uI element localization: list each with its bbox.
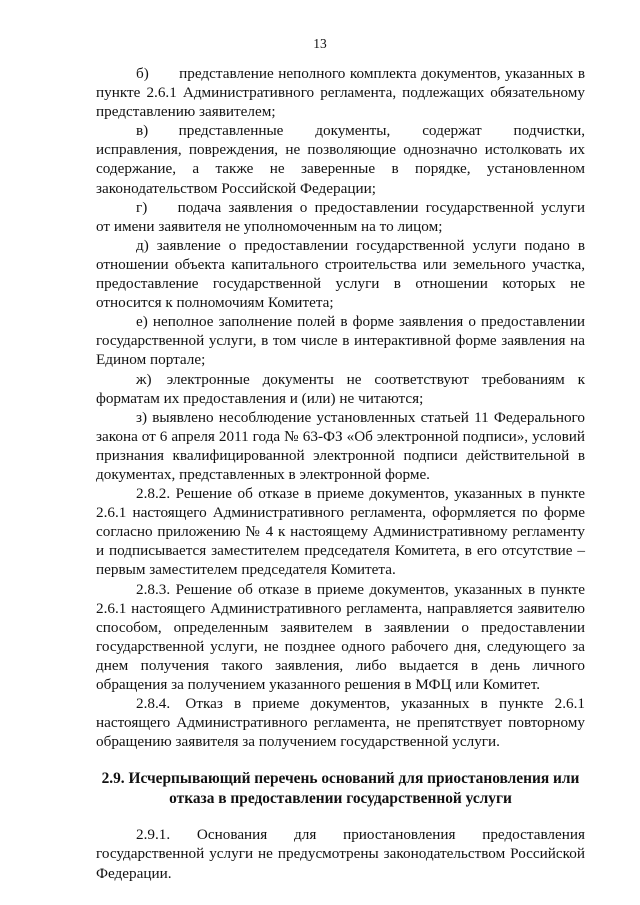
- paragraph-2-8-2: 2.8.2. Решение об отказе в приеме документов, указанных в пункте 2.6.1 настоящего Административного регламента, оформляется по форме согласно приложению № 4 к настоящему Административному регламенту и подписывается заместителем председателя Комитета, в его отсутствие – первым заместителем председателя Комитета.: [96, 485, 585, 579]
- paragraph-d: д) заявление о предоставлении государственной услуги подано в отношении объекта капитального строительства или земельного участка, предоставление государственной услуги в отношении которых не относится к полномочиям Комитета;: [96, 236, 585, 312]
- page-number: 13: [313, 36, 327, 51]
- paragraph-z: з) выявлено несоблюдение установленных статьей 11 Федерального закона от 6 апреля 2011 года № 63-ФЗ «Об электронной подписи», условий признания квалифицированной электронной подписи действительной в документах, представленных в электронной форме.: [96, 408, 585, 483]
- paragraph-b: б) представление неполного комплекта документов, указанных в пункте 2.6.1 Административного регламента, подлежащих обязательному представлению заявителем;: [96, 65, 585, 121]
- paragraph-2-9-1: 2.9.1. Основания для приостановления предоставления государственной услуги не предусмотрены законодательством Российской Федерации.: [96, 826, 585, 882]
- document-body: [96, 64, 585, 883]
- section-heading: 2.9. Исчерпывающий перечень оснований для приостановления или отказа в предоставлении государственной услуги: [101, 770, 580, 807]
- paragraph-2-8-4: 2.8.4. Отказ в приеме документов, указанных в пункте 2.6.1 настоящего Административного регламента, не препятствует повторному обращению заявителя за получением государственной услуги.: [96, 695, 585, 751]
- paragraph-2-8-3: 2.8.3. Решение об отказе в приеме документов, указанных в пункте 2.6.1 настоящего Административного регламента, направляется заявителю способом, определенным заявителем в заявлении о предоставлении государственной услуги, не позднее одного рабочего дня, следующего за днем получения такого заявления, либо выдается в день личного обращения за получением указанного решения в МФЦ или Комитет.: [96, 580, 585, 693]
- paragraph-zh: ж) электронные документы не соответствуют требованиям к форматам их предоставления и (или) не читаются;: [96, 370, 585, 407]
- paragraph-g: г) подача заявления о предоставлении государственной услуги от имени заявителя не уполномоченным на то лицом;: [96, 198, 585, 235]
- paragraph-v: в) представленные документы, содержат подчистки, исправления, повреждения, не позволяющие однозначно истолковать их содержание, а также не заверенные в порядке, установленном законодательством Российской Федерации;: [96, 122, 585, 197]
- paragraph-e: е) неполное заполнение полей в форме заявления о предоставлении государственной услуги, в том числе в интерактивной форме заявления на Едином портале;: [96, 313, 585, 369]
